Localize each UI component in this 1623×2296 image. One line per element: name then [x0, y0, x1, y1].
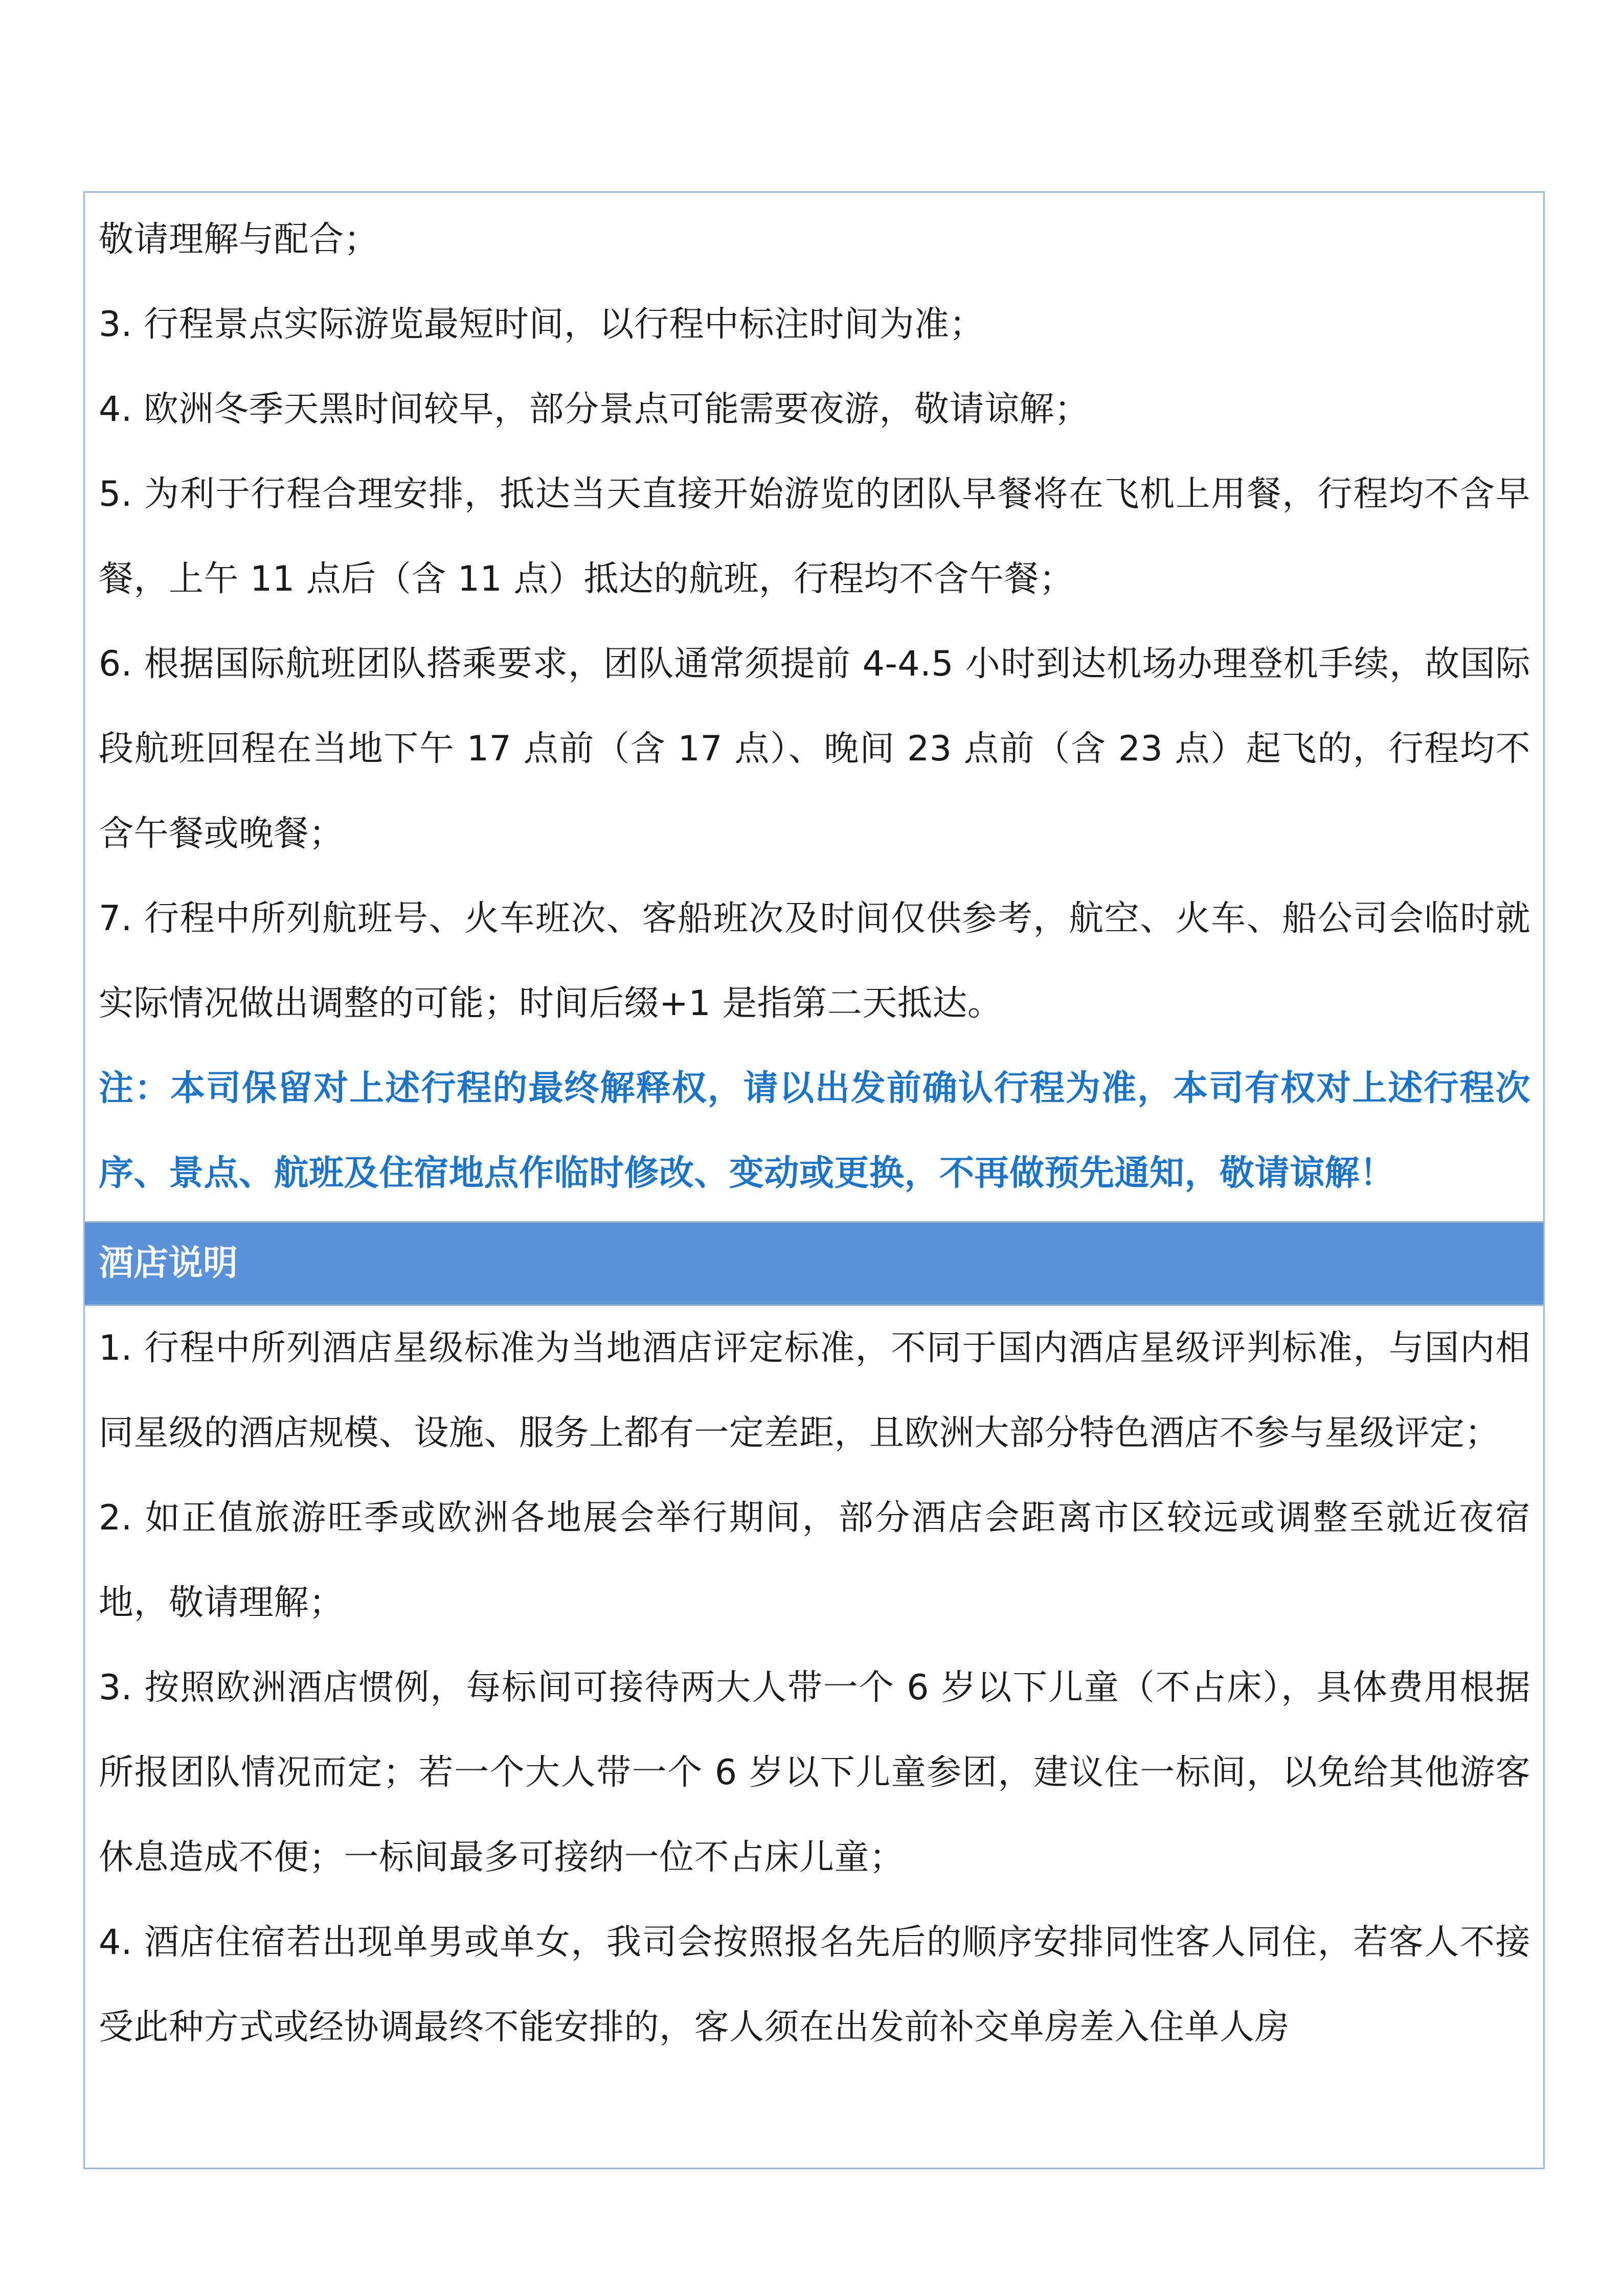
note-line: 6. 根据国际航班团队搭乘要求，团队通常须提前 4-4.5 小时到达机场办理登机手续，故国际段航班回程在当地下午 17 点前（含 17 点）、晚间 23 点前（含 23 点）起飞的，行程均不含午餐或晚餐；	[99, 644, 1530, 854]
hotel-item: 1. 行程中所列酒店星级标准为当地酒店评定标准，不同于国内酒店星级评判标准，与国内相同星级的酒店规模、设施、服务上都有一定差距，且欧洲大部分特色酒店不参与星级评定；	[99, 1328, 1530, 1453]
note-line: 5. 为利于行程合理安排，抵达当天直接开始游览的团队早餐将在飞机上用餐，行程均不含早餐，上午 11 点后（含 11 点）抵达的航班，行程均不含午餐；	[99, 474, 1530, 599]
note-line: 敬请理解与配合；	[99, 219, 379, 260]
disclaimer-note: 注：本司保留对上述行程的最终解释权，请以出发前确认行程为准，本司有权对上述行程次序、景点、航班及住宿地点作临时修改、变动或更换，不再做预先通知，敬请谅解！	[99, 1068, 1530, 1194]
section-title: 酒店说明	[99, 1243, 238, 1284]
itinerary-notes	[99, 197, 1530, 1216]
hotel-section-header	[85, 1221, 1543, 1306]
hotel-item: 4. 酒店住宿若出现单男或单女，我司会按照报名先后的顺序安排同性客人同住，若客人不接受此种方式或经协调最终不能安排的，客人须在出发前补交单房差入住单人房	[99, 1922, 1530, 2047]
note-line: 4. 欧洲冬季天黑时间较早，部分景点可能需要夜游，敬请谅解；	[99, 389, 1090, 430]
hotel-notes	[99, 1306, 1530, 2070]
note-line: 3. 行程景点实际游览最短时间，以行程中标注时间为准；	[99, 304, 984, 345]
note-line: 7. 行程中所列航班号、火车班次、客船班次及时间仅供参考，航空、火车、船公司会临时就实际情况做出调整的可能；时间后缀+1 是指第二天抵达。	[99, 898, 1530, 1024]
hotel-item: 3. 按照欧洲酒店惯例，每标间可接待两大人带一个 6 岁以下儿童（不占床），具体费用根据所报团队情况而定；若一个大人带一个 6 岁以下儿童参团，建议住一标间，以免给其他游客休息造成不便；一标间最多可接纳一位不占床儿童；	[99, 1668, 1530, 1878]
hotel-item: 2. 如正值旅游旺季或欧洲各地展会举行期间，部分酒店会距离市区较远或调整至就近夜宿地，敬请理解；	[99, 1498, 1530, 1623]
